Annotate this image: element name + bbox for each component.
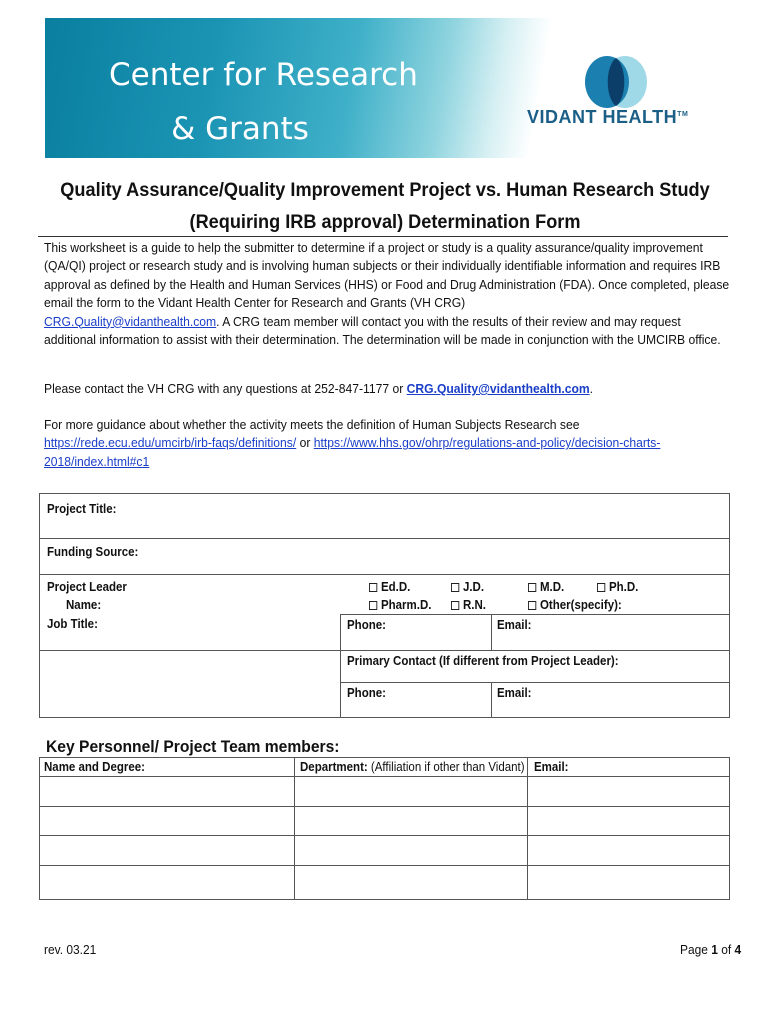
col-department: Department: (Affiliation if other than Vidant) <box>300 760 525 774</box>
primary-contact-phone-label: Phone: <box>347 686 386 700</box>
contact-paragraph: Please contact the VH CRG with any questions at 252-847-1177 or CRG.Quality@vidanthealth.com. <box>44 381 594 396</box>
key-personnel-heading: Key Personnel/ Project Team members: <box>46 737 340 756</box>
project-title-label: Project Title: <box>47 502 117 516</box>
table-divider <box>39 835 730 836</box>
primary-contact-label: Primary Contact (If different from Project Leader): <box>347 654 619 668</box>
checkbox-icon[interactable] <box>451 583 459 592</box>
checkbox-icon[interactable] <box>597 583 605 592</box>
header-banner <box>45 18 726 158</box>
guidance-paragraph: For more guidance about whether the activity meets the definition of Human Subjects Research see https://rede.ecu.edu/umcirb/irb-faqs/definitions/ or https://www.hhs.gov/ohrp/regulations-and-policy/decision-charts-2018/index.html#c1 <box>44 417 661 469</box>
form-divider <box>340 614 341 718</box>
phone-label: Phone: <box>347 618 386 632</box>
checkbox-icon[interactable] <box>369 583 377 592</box>
banner-title <box>109 48 418 156</box>
project-leader-label: Project Leader <box>47 580 127 594</box>
vidant-logo-text: VIDANT HEALTH™ <box>527 107 689 127</box>
form-divider <box>39 650 730 651</box>
title-divider <box>38 236 728 237</box>
project-leader-name-label: Name: <box>66 598 102 612</box>
funding-source-label: Funding Source: <box>47 545 139 559</box>
form-divider <box>340 614 730 615</box>
crg-email-link[interactable]: CRG.Quality@vidanthealth.com <box>44 313 217 329</box>
table-divider <box>39 776 730 777</box>
vidant-logo-icon <box>575 52 655 112</box>
banner-title-line2: & Grants <box>171 111 309 147</box>
table-divider <box>294 757 295 900</box>
checkbox-icon[interactable] <box>369 601 377 610</box>
banner-title-line1: Center for Research <box>109 57 418 93</box>
contact-email-link[interactable]: CRG.Quality@vidanthealth.com <box>406 381 590 396</box>
degree-jd-checkbox[interactable]: J.D. <box>451 580 484 594</box>
checkbox-icon[interactable] <box>528 601 536 610</box>
degree-phd-checkbox[interactable]: Ph.D. <box>597 580 638 594</box>
col-name-degree: Name and Degree: <box>44 760 145 774</box>
job-title-label: Job Title: <box>47 617 98 631</box>
degree-edd-checkbox[interactable]: Ed.D. <box>369 580 410 594</box>
email-label: Email: <box>497 618 532 632</box>
degree-md-checkbox[interactable]: M.D. <box>528 580 564 594</box>
primary-contact-email-label: Email: <box>497 686 532 700</box>
form-divider <box>39 538 730 539</box>
checkbox-icon[interactable] <box>528 583 536 592</box>
page-number: Page 1 of 4 <box>680 942 742 957</box>
col-email: Email: <box>534 760 569 774</box>
form-divider <box>39 574 730 575</box>
umcirb-definitions-link[interactable]: https://rede.ecu.edu/umcirb/irb-faqs/definitions/ <box>44 435 297 451</box>
form-divider <box>491 614 492 650</box>
form-divider <box>491 682 492 718</box>
page-title <box>55 174 715 238</box>
personnel-table <box>39 757 730 900</box>
table-divider <box>39 806 730 807</box>
degree-rn-checkbox[interactable]: R.N. <box>451 598 486 612</box>
checkbox-icon[interactable] <box>451 601 459 610</box>
form-divider <box>340 682 730 683</box>
hhs-decision-charts-link[interactable]: https://www.hhs.gov/ohrp/regulations-and-policy/decision-charts-2018/index.html#c1 <box>44 435 661 469</box>
table-divider <box>39 865 730 866</box>
page-title-line2: (Requiring IRB approval) Determination Form <box>189 211 581 233</box>
degree-other-checkbox[interactable]: Other(specify): <box>528 598 622 612</box>
revision-label: rev. 03.21 <box>44 942 97 957</box>
intro-paragraph: This worksheet is a guide to help the submitter to determine if a project or study is a quality assurance/quality improvement (QA/QI) project or research study and is involving human subjects or their individually identifiable information and requires IRB approval as defined by the Health and Human Services (HHS) or Food and Drug Administration (FDA). Once completed, please email the form to the Vidant Health Center for Research and Grants (VH CRG) CRG.Quality@vidanthealth.com. A CRG team member will contact you with the results of their review and may request additional information to assist with their determination. The determination will be made in conjunction with the UMCIRB office. <box>44 240 730 348</box>
table-divider <box>527 757 528 900</box>
degree-pharmd-checkbox[interactable]: Pharm.D. <box>369 598 431 612</box>
page-title-line1: Quality Assurance/Quality Improvement Project vs. Human Research Study <box>60 179 710 201</box>
